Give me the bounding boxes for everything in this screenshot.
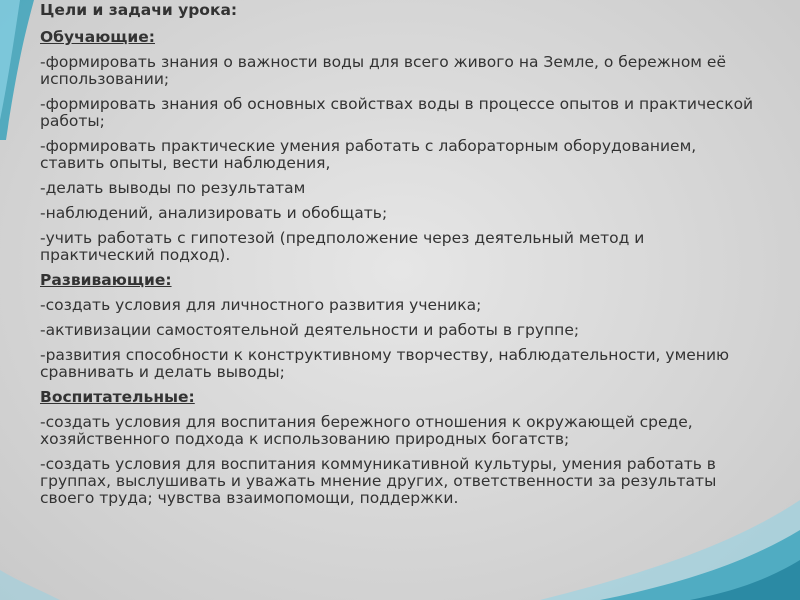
section-developing (40, 272, 760, 381)
list-item: -развития способности к конструктивному творчеству, наблюдательности, умению сравнивать и делать выводы; (40, 346, 730, 381)
slide-content (40, 2, 760, 515)
list-item: -активизации самостоятельной деятельности и работы в группе; (40, 321, 580, 339)
section-heading: Обучающие: (40, 28, 155, 46)
list-item: -наблюдений, анализировать и обобщать; (40, 204, 388, 222)
list-item: -делать выводы по результатам (40, 179, 306, 197)
list-item: -создать условия для воспитания бережного отношения к окружающей среде, хозяйственного подхода к использованию природных богатств; (40, 413, 693, 448)
section-heading: Развивающие: (40, 271, 172, 289)
section-educational (40, 389, 760, 507)
section-heading: Воспитательные: (40, 388, 195, 406)
top-left-wave-decoration (0, 0, 40, 140)
list-item: -формировать практические умения работать с лабораторным оборудованием, ставить опыты, вести наблюдения, (40, 137, 697, 172)
list-item: -формировать знания об основных свойствах воды в процессе опытов и практической работы; (40, 95, 754, 130)
section-teaching (40, 29, 760, 264)
list-item: -формировать знания о важности воды для всего живого на Земле, о бережном её использовании; (40, 53, 726, 88)
slide-title: Цели и задачи урока: (40, 1, 238, 19)
list-item: -учить работать с гипотезой (предположение через деятельный метод и практический подход). (40, 229, 645, 264)
bottom-left-wave-decoration (0, 560, 60, 600)
list-item: -создать условия для личностного развития ученика; (40, 296, 482, 314)
list-item: -создать условия для воспитания коммуникативной культуры, умения работать в группах, выслушивать и уважать мнение других, ответственности за результаты своего труда; чувства взаимопомощи, поддержки. (40, 455, 717, 507)
